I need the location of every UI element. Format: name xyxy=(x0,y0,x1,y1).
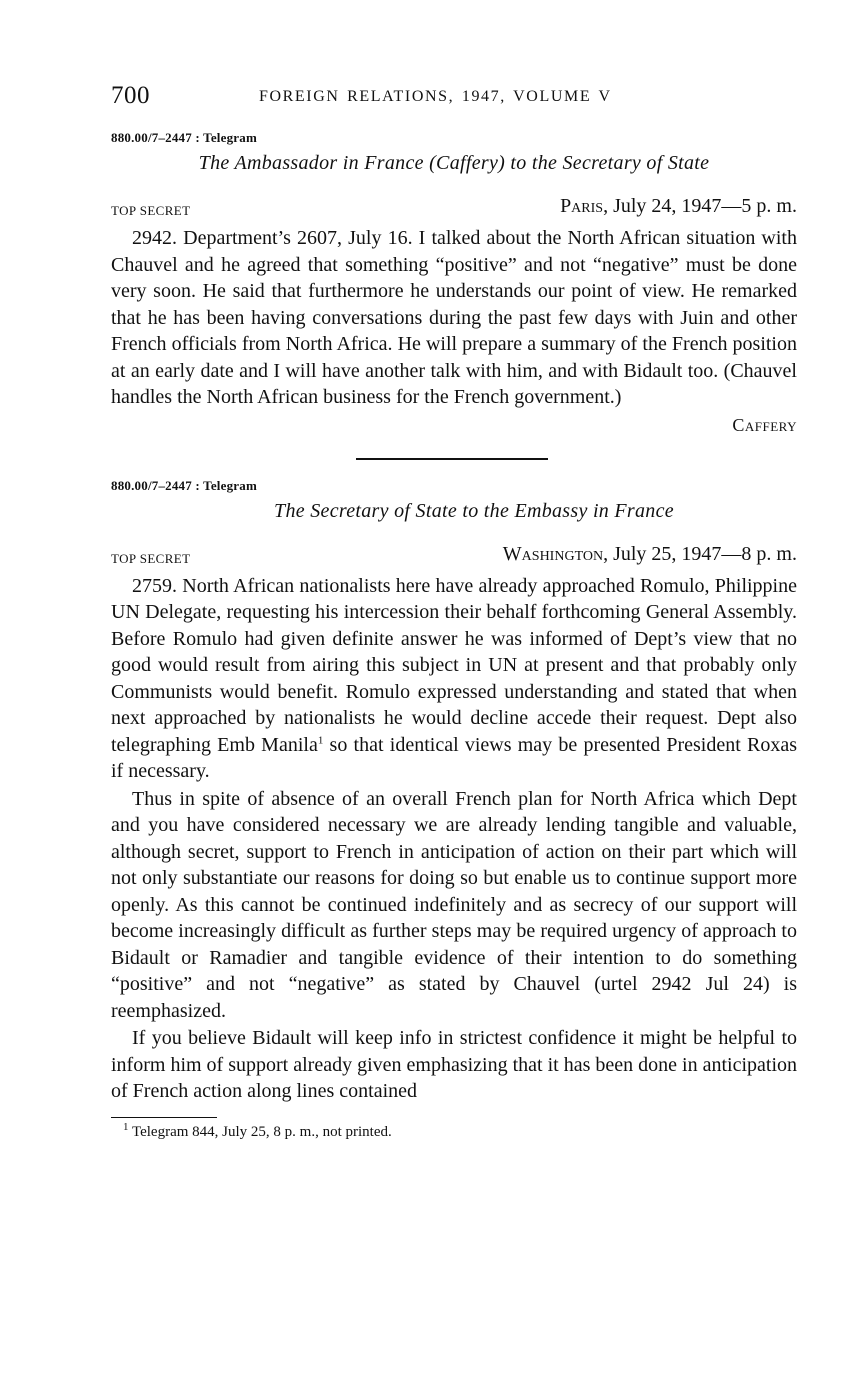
place-name: Washington xyxy=(502,542,604,565)
place-and-date xyxy=(503,543,797,566)
classification-label: TOP SECRET xyxy=(111,550,191,566)
paragraph-text: so that identical views may be presented President Roxas if necessary. xyxy=(111,733,797,782)
date-text: , July 24, 1947—5 p. m. xyxy=(603,195,797,217)
date-text: , July 25, 1947—8 p. m. xyxy=(603,542,797,565)
dateline xyxy=(111,543,797,573)
telegram-paragraph xyxy=(111,573,797,785)
footnote-text: Telegram 844, July 25, 8 p. m., not printed. xyxy=(131,1123,392,1140)
telegram-paragraph: 2942. Department’s 2607, July 16. I talked about the North African situation with Chauvel and he agreed that something “positive” and not “negative” must be done very soon. He said that furthermore he understands our point of view. He remarked that he has been having conversations during the past few days with Juin and other French officials from North Africa. He will prepare a summary of the French position at an early date and I will have another talk with him, and with Bidault too. (Chauvel handles the North African business for the French government.) xyxy=(111,227,797,408)
signature: Caffery xyxy=(732,414,797,435)
document-title: The Secretary of State to the Embassy in France xyxy=(274,499,674,522)
footnote xyxy=(123,1120,797,1141)
telegram-paragraph: If you believe Bidault will keep info in strictest confidence it might be helpful to inform him of support already given emphasizing that it has been done in anticipation of French action along lines contained xyxy=(111,1027,797,1102)
footnote-reference: 1 xyxy=(317,733,324,746)
footnote-marker: 1 xyxy=(123,1120,129,1133)
dateline xyxy=(111,195,797,225)
footnote-divider xyxy=(111,1117,217,1118)
section-divider xyxy=(356,458,548,460)
place-name: Paris xyxy=(560,195,604,217)
document-reference: 880.00/7–2447 : Telegram xyxy=(111,477,257,493)
running-header xyxy=(111,80,797,114)
place-and-date xyxy=(560,195,797,218)
document-page xyxy=(111,80,797,1141)
classification-label: TOP SECRET xyxy=(111,203,191,218)
document-title: The Ambassador in France (Caffery) to the Secretary of State xyxy=(198,152,710,174)
telegram-paragraph: Thus in spite of absence of an overall French plan for North Africa which Dept and you have considered necessary we are already lending tangible and valuable, although secret, support to French in anticipation of action on their part which will not only substantiate our reasons for doing so but enable us to continue support more openly. As this cannot be continued indefinitely and as secrecy of our support will become increasingly difficult as further steps may be required urgency of approach to Bidault or Ramadier and tangible evidence of their intention to do something “positive” and not “negative” as stated by Chauvel (urtel 2942 Jul 24) is reemphasized. xyxy=(111,787,797,1022)
paragraph-text: 2759. North African nationalists here have already approached Romulo, Philippine UN Delegate, requesting his intercession their behalf forthcoming General Assembly. Before Romulo had given definite answer he was informed of Dept’s view that no good would result from airing this subject in UN at present and that probably only Communists would benefit. Romulo expressed understanding and stated that when next approached by nationalists he would decline accede their request. Dept also telegraphing Emb Manila xyxy=(111,574,797,756)
document-reference: 880.00/7–2447 : Telegram xyxy=(111,130,257,145)
running-title: FOREIGN RELATIONS, 1947, VOLUME V xyxy=(259,88,612,105)
page-number: 700 xyxy=(111,82,150,109)
